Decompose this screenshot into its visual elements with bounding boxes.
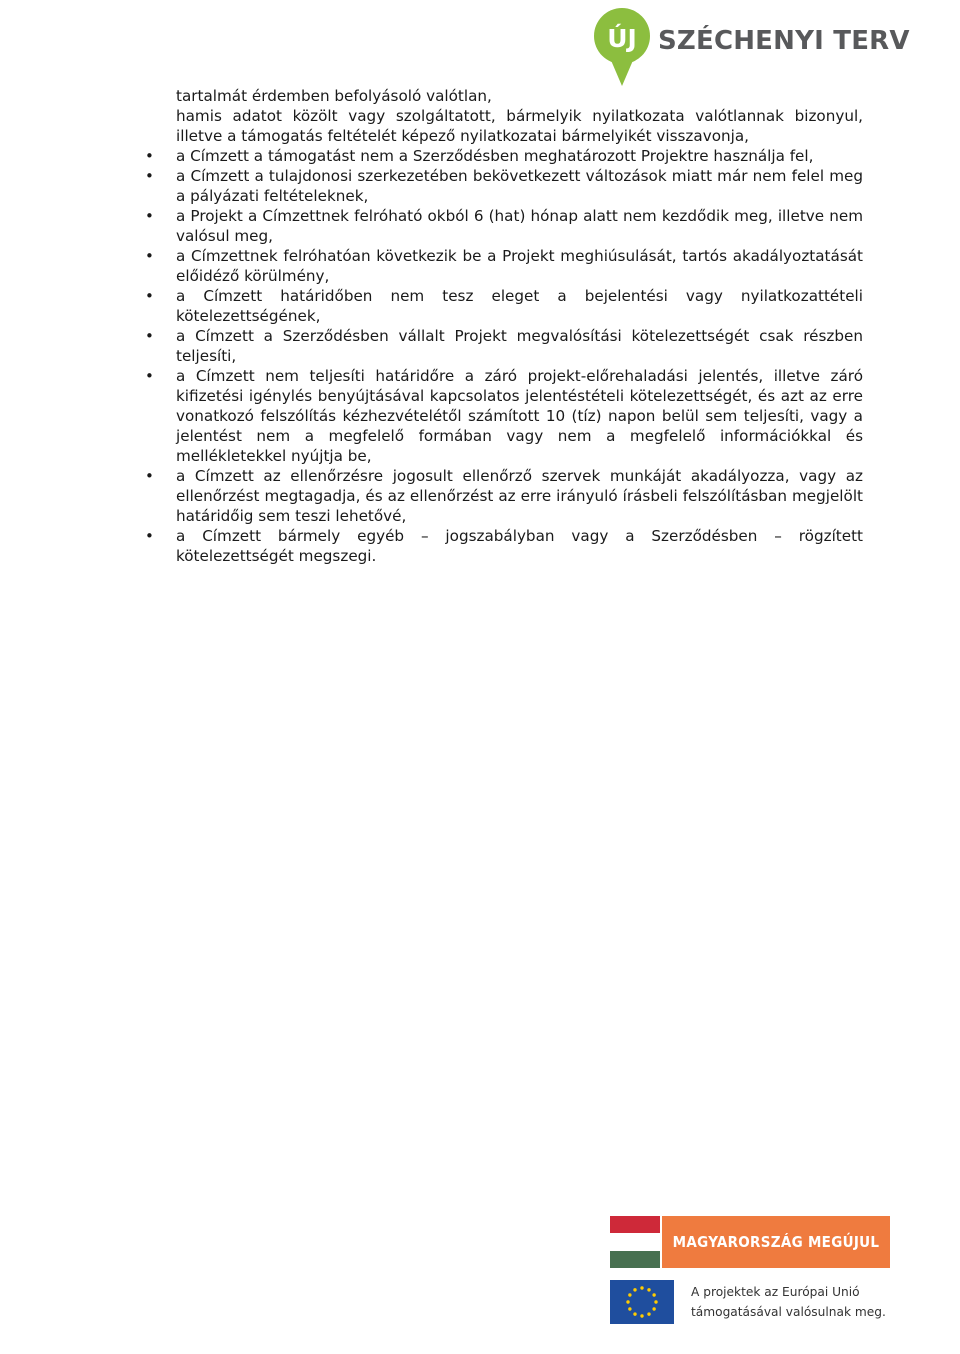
list-item	[145, 246, 863, 286]
list-item-text: a Címzett bármely egyéb – jogszabályban vagy a Szerződésben – rögzített kötelezettségét megszegi.	[176, 527, 863, 565]
list-item-text: a Címzett az ellenőrzésre jogosult ellenőrző szervek munkáját akadályozza, vagy az ellenőrzést megtagadja, és az ellenőrzést az erre irányuló írásbeli felszólításban megjelölt határidőig sem teszi lehetővé,	[176, 467, 863, 525]
list-item	[145, 526, 863, 566]
list-item-text: a Címzettnek felróhatóan következik be a Projekt meghiúsulását, tartós akadályoztatását előidéző körülmény,	[176, 247, 863, 285]
list-item	[145, 146, 863, 166]
list-item	[145, 466, 863, 526]
bullet-icon: •	[145, 467, 154, 485]
eu-star-icon	[640, 1286, 643, 1289]
eu-star-icon	[652, 1307, 655, 1310]
eu-star-icon	[654, 1300, 657, 1303]
eu-star-icon	[633, 1288, 636, 1291]
eu-star-icon	[652, 1293, 655, 1296]
magyarorszag-megujul-banner: MAGYARORSZÁG MEGÚJUL	[662, 1216, 890, 1268]
eu-star-icon	[647, 1312, 650, 1315]
list-item	[145, 206, 863, 246]
eu-star-icon	[647, 1288, 650, 1291]
list-item-text: a Címzett nem teljesíti határidőre a záró projekt-előrehaladási jelentés, illetve záró kifizetési igénylés benyújtásával kapcsolatos jelentéstételi kötelezettségét, és azt az erre vonatkozó felszólítás kézhezvételétől számított 10 (tíz) napon belül sem teljesíti, vagy a jelentést nem a megfelelő formában vagy nem a megfelelő információkkal és mellékletekkel nyújtja be,	[176, 367, 863, 465]
eu-star-icon	[633, 1312, 636, 1315]
bullet-icon: •	[145, 167, 154, 185]
eu-flag-icon	[610, 1280, 674, 1324]
bullet-icon: •	[145, 247, 154, 265]
list-item	[145, 366, 863, 466]
lead-line-2: hamis adatot közölt vagy szolgáltatott, bármelyik nyilatkozata valótlannak bizonyul, illetve a támogatás feltételét képező nyilatkozatai bármelyikét visszavonja,	[176, 107, 863, 145]
szechenyi-terv-logo	[592, 6, 910, 92]
document-body	[145, 86, 863, 566]
list-item-text: a Projekt a Címzettnek felróható okból 6 (hat) hónap alatt nem kezdődik meg, illetve nem valósul meg,	[176, 207, 863, 245]
hungarian-flag-icon	[610, 1216, 660, 1268]
eu-support-line-2: támogatásával valósulnak meg.	[691, 1305, 886, 1319]
eu-star-icon	[626, 1300, 629, 1303]
bullet-icon: •	[145, 527, 154, 545]
bullet-icon: •	[145, 327, 154, 345]
bullet-icon: •	[145, 367, 154, 385]
bullet-icon: •	[145, 207, 154, 225]
bullet-icon: •	[145, 147, 154, 165]
list-item-text: a Címzett a tulajdonosi szerkezetében bekövetkezett változások miatt már nem felel meg a pályázati feltételeknek,	[176, 167, 863, 205]
list-item	[145, 286, 863, 326]
list-item-text: a Címzett határidőben nem tesz eleget a bejelentési vagy nyilatkozattételi kötelezettségének,	[176, 287, 863, 325]
list-item	[145, 326, 863, 366]
list-item-text: a Címzett a támogatást nem a Szerződésben meghatározott Projektre használja fel,	[176, 147, 814, 165]
list-item-text: a Címzett a Szerződésben vállalt Projekt megvalósítási kötelezettségét csak részben teljesíti,	[176, 327, 863, 365]
eu-star-icon	[640, 1314, 643, 1317]
bullet-icon: •	[145, 287, 154, 305]
uj-pin-logo-icon	[592, 6, 652, 92]
condition-list	[145, 146, 863, 566]
logo-mark-text: ÚJ	[607, 24, 637, 53]
eu-support-line-1: A projektek az Európai Unió	[691, 1285, 860, 1299]
list-item	[145, 166, 863, 206]
eu-star-icon	[628, 1307, 631, 1310]
lead-line-1: tartalmát érdemben befolyásoló valótlan,	[176, 87, 492, 105]
logo-brand-text: SZÉCHENYI TERV	[658, 26, 910, 56]
eu-support-text	[691, 1282, 886, 1322]
eu-star-icon	[628, 1293, 631, 1296]
footer-logos	[610, 1216, 900, 1328]
